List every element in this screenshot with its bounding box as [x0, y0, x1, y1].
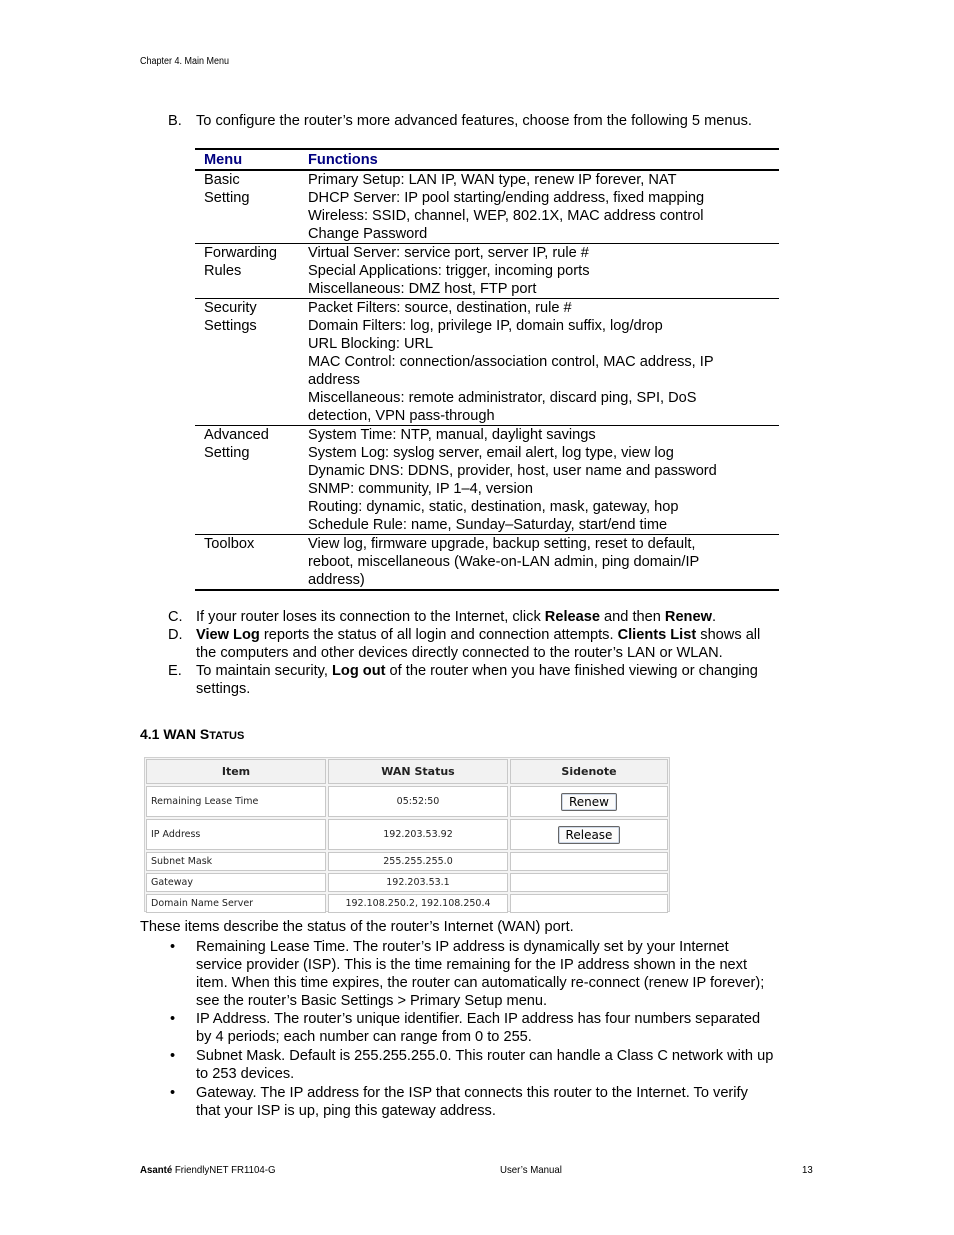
table-row — [195, 426, 779, 535]
step-d — [168, 626, 818, 662]
step-letter: E. — [168, 663, 182, 679]
item-label: IP Address — [146, 819, 326, 850]
bullet-dot: • — [170, 939, 176, 955]
column-header-menu: Menu — [195, 149, 299, 170]
sidenote-cell — [510, 873, 668, 892]
bullet-item — [170, 1047, 820, 1083]
status-value: 05:52:50 — [328, 786, 508, 817]
menu-functions: System Time: NTP, manual, daylight savings System Log: syslog server, email alert, log type, view log Dynamic DNS: DDNS, provider, host, user name and password SNMP: community, IP 1–4, version Routing: dynamic, static, destination, mask, gateway, hop Schedule Rule: name, Sunday–Saturday, start/end time — [299, 426, 779, 535]
section-heading: 4.1 WAN STATUS — [140, 726, 245, 742]
step-e — [168, 662, 818, 698]
step-letter: C. — [168, 609, 183, 625]
bullet-item — [170, 938, 820, 1010]
release-button[interactable]: Release — [558, 826, 621, 844]
table-row — [195, 535, 779, 591]
table-row — [146, 894, 668, 913]
step-letter: B. — [168, 113, 182, 129]
bullet-item — [170, 1010, 820, 1046]
sidenote-cell — [510, 894, 668, 913]
footer-product: Asanté FriendlyNET FR1104-G — [140, 1164, 276, 1176]
menu-functions: Primary Setup: LAN IP, WAN type, renew IP forever, NAT DHCP Server: IP pool starting/ending address, fixed mapping Wireless: SSID, channel, WEP, 802.1X, MAC address control Change Password — [299, 170, 779, 244]
running-header: Chapter 4. Main Menu — [140, 56, 230, 67]
menu-functions: Virtual Server: service port, server IP, rule # Special Applications: trigger, incoming ports Miscellaneous: DMZ host, FTP port — [299, 244, 779, 299]
table-row — [146, 873, 668, 892]
step-c — [168, 608, 818, 626]
step-letter: D. — [168, 627, 183, 643]
renew-button[interactable]: Renew — [561, 793, 617, 811]
column-header-item: Item — [146, 759, 326, 784]
menu-functions: View log, firmware upgrade, backup setting, reset to default, reboot, miscellaneous (Wake-on-LAN admin, ping domain/IP address) — [299, 535, 779, 591]
bullet-text: IP Address. The router’s unique identifier. Each IP address has four numbers separated by 4 periods; each number can range from 0 to 255. — [196, 1011, 761, 1045]
table-row — [146, 852, 668, 871]
item-label: Domain Name Server — [146, 894, 326, 913]
status-value: 255.255.255.0 — [328, 852, 508, 871]
wan-status-screenshot — [144, 757, 670, 912]
column-header-sidenote: Sidenote — [510, 759, 668, 784]
step-text: If your router loses its connection to the Internet, click Release and then Renew. — [196, 609, 717, 625]
footer-manual: User’s Manual — [500, 1164, 562, 1176]
column-header-wan-status: WAN Status — [328, 759, 508, 784]
status-value: 192.108.250.2, 192.108.250.4 — [328, 894, 508, 913]
bullet-dot: • — [170, 1011, 176, 1027]
bullet-text: Subnet Mask. Default is 255.255.255.0. This router can handle a Class C network with up to 253 devices. — [196, 1048, 774, 1082]
column-header-functions: Functions — [299, 149, 779, 170]
table-row — [146, 819, 668, 850]
menu-name: Security Settings — [195, 299, 299, 426]
item-label: Remaining Lease Time — [146, 786, 326, 817]
table-row — [195, 170, 779, 244]
menu-functions: Packet Filters: source, destination, rule # Domain Filters: log, privilege IP, domain suffix, log/drop URL Blocking: URL MAC Control: connection/association control, MAC address, IP address Miscellaneous: remote administrator, discard ping, SPI, DoS detection, VPN pass-through — [299, 299, 779, 426]
menu-name: Basic Setting — [195, 170, 299, 244]
sidenote-cell — [510, 819, 668, 850]
bullet-dot: • — [170, 1048, 176, 1064]
sidenote-cell — [510, 852, 668, 871]
table-row — [195, 244, 779, 299]
sidenote-cell — [510, 786, 668, 817]
menu-name: Toolbox — [195, 535, 299, 591]
bullet-text: Gateway. The IP address for the ISP that connects this router to the Internet. To verify that your ISP is up, ping this gateway address. — [196, 1085, 748, 1119]
step-text: To configure the router’s more advanced features, choose from the following 5 menus. — [196, 113, 752, 129]
step-b — [168, 112, 808, 130]
bullet-text: Remaining Lease Time. The router’s IP address is dynamically set by your Internet service provider (ISP). This is the time remaining for the IP address shown in the next item. When this time expires, the router can automatically re-connect (renew IP forever); see the router’s Basic Settings > Primary Setup menu. — [196, 939, 765, 1009]
bullet-dot: • — [170, 1085, 176, 1101]
page-number: 13 — [802, 1164, 813, 1176]
status-value: 192.203.53.92 — [328, 819, 508, 850]
menu-name: Forwarding Rules — [195, 244, 299, 299]
wan-status-table — [144, 757, 670, 915]
menu-functions-table — [195, 148, 779, 591]
item-label: Subnet Mask — [146, 852, 326, 871]
wan-description: These items describe the status of the router’s Internet (WAN) port. — [140, 919, 574, 935]
bullet-item — [170, 1084, 820, 1120]
step-text: View Log reports the status of all login and connection attempts. Clients List shows all the computers and other devices directly connected to the router’s LAN or WLAN. — [196, 627, 761, 661]
status-value: 192.203.53.1 — [328, 873, 508, 892]
table-row — [195, 299, 779, 426]
table-row — [146, 786, 668, 817]
item-label: Gateway — [146, 873, 326, 892]
menu-name: Advanced Setting — [195, 426, 299, 535]
step-text: To maintain security, Log out of the router when you have finished viewing or changing settings. — [196, 663, 758, 697]
